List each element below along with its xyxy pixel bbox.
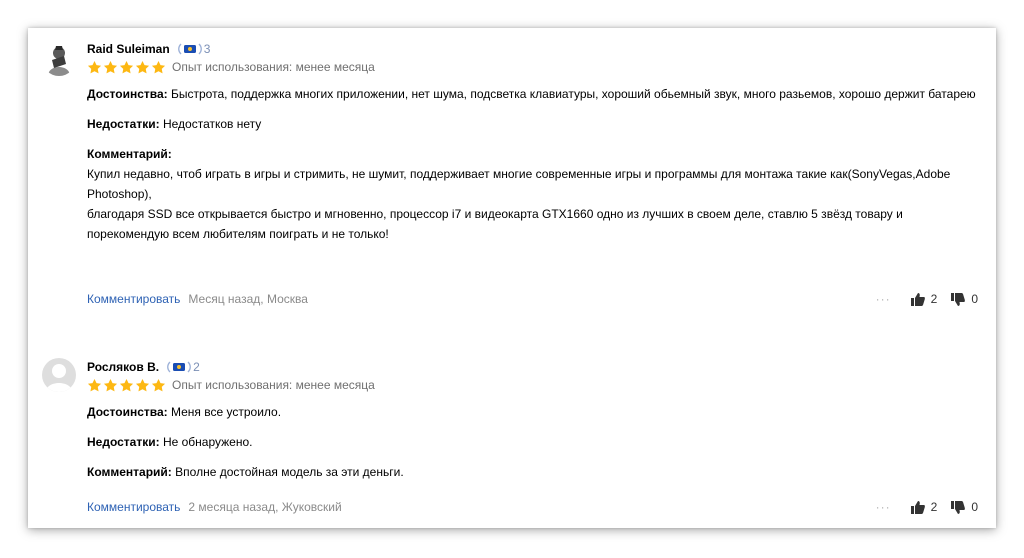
- star-icon: [119, 60, 134, 75]
- experience-badge: [166, 359, 200, 375]
- like-button[interactable]: [911, 292, 938, 306]
- avatar[interactable]: [42, 42, 76, 76]
- badge-count: 2: [193, 360, 200, 374]
- pros-section: [87, 402, 978, 422]
- star-icon: [151, 378, 166, 393]
- comment-text: Вполне достойная модель за эти деньги.: [175, 465, 404, 479]
- dislike-count: 0: [971, 500, 978, 514]
- usage-duration: Опыт использования: менее месяца: [172, 378, 375, 392]
- thumbs-up-icon: [911, 501, 925, 514]
- star-icon: [135, 378, 150, 393]
- pros-label: Достоинства:: [87, 87, 168, 101]
- rating-stars: [87, 378, 167, 393]
- dislike-count: 0: [971, 292, 978, 306]
- star-icon: [135, 60, 150, 75]
- thumbs-down-icon: [951, 293, 965, 306]
- star-icon: [103, 378, 118, 393]
- like-count: 2: [930, 292, 938, 306]
- reviews-card: [28, 28, 996, 528]
- review-date-location: 2 месяца назад, Жуковский: [188, 500, 342, 514]
- dislike-button[interactable]: [951, 500, 978, 514]
- author-name[interactable]: Raid Suleiman: [87, 42, 170, 56]
- more-options-button[interactable]: ···: [875, 500, 891, 514]
- comment-button[interactable]: Комментировать: [87, 292, 181, 306]
- comment-section: [87, 462, 978, 482]
- badge-count: 3: [203, 42, 211, 56]
- cons-label: Недостатки:: [87, 117, 160, 131]
- star-icon: [151, 60, 166, 75]
- cons-section: [87, 114, 978, 134]
- comment-button[interactable]: Комментировать: [87, 500, 181, 514]
- review-date-location: Месяц назад, Москва: [188, 292, 308, 306]
- thumbs-down-icon: [951, 501, 965, 514]
- comment-line: благодаря SSD все открывается быстро и мгновенно, процессор i7 и видеокарта GTX1660 одно из лучших в своем деле, ставлю 5 звёзд товару и порекомендую всем любителям поиграть и не только!: [87, 207, 903, 241]
- star-icon: [87, 378, 102, 393]
- like-button[interactable]: [911, 500, 938, 514]
- comment-section: [87, 144, 978, 244]
- pros-section: [87, 84, 978, 104]
- rating-stars: [87, 60, 167, 75]
- cons-text: Не обнаружено.: [162, 435, 253, 449]
- comment-line: Купил недавно, чтоб играть в игры и стримить, не шумит, поддерживает многие современные игры и программы для монтажа такие как(SonyVegas,Adobe Photoshop),: [87, 167, 951, 201]
- usage-duration: Опыт использования: менее месяца: [172, 60, 375, 74]
- dislike-button[interactable]: [951, 292, 978, 306]
- like-count: 2: [930, 500, 938, 514]
- thumbs-up-icon: [911, 293, 925, 306]
- pros-text: Быстрота, поддержка многих приложении, нет шума, подсветка клавиатуры, хороший обьемный звук, много разьемов, хорошо держит батарею: [171, 87, 976, 101]
- pros-text: Меня все устроило.: [171, 405, 282, 419]
- cons-section: [87, 432, 978, 452]
- star-icon: [103, 60, 118, 75]
- more-options-button[interactable]: ···: [875, 292, 891, 306]
- star-icon: [119, 378, 134, 393]
- laurel-badge-icon: [166, 360, 192, 374]
- comment-label: Комментарий:: [87, 147, 172, 161]
- comment-label: Комментарий:: [87, 465, 172, 479]
- star-icon: [87, 60, 102, 75]
- author-name[interactable]: Росляков В.: [87, 360, 160, 374]
- cons-label: Недостатки:: [87, 435, 160, 449]
- pros-label: Достоинства:: [87, 405, 168, 419]
- experience-badge: [177, 41, 211, 57]
- avatar[interactable]: [42, 358, 76, 392]
- cons-text: Недостатков нету: [162, 117, 262, 131]
- laurel-badge-icon: [177, 42, 203, 56]
